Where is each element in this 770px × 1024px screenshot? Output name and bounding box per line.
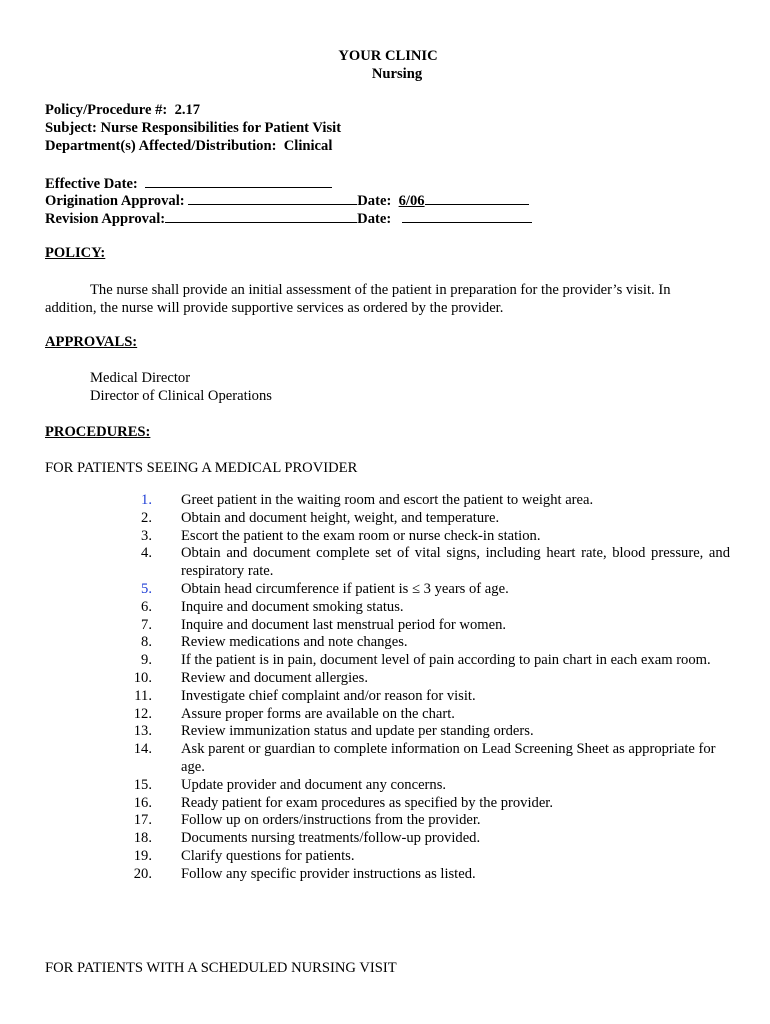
list-number: 5. [141,580,152,597]
list-item [120,777,730,795]
list-item [120,812,730,830]
list-number: 14. [133,741,152,758]
department-value: Clinical [283,138,333,154]
list-number: 1. [141,492,152,508]
revision-date-blank[interactable] [402,209,532,223]
list-text: Update provider and document any concerns. [181,776,447,793]
list-text: If the patient is in pain, document level of pain according to pain chart in each exam room. [181,652,711,669]
procedure-steps-list [120,492,730,884]
effective-date-blank[interactable] [145,174,332,188]
list-text: Obtain head circumference if patient is ≤ 3 years of age. [181,580,509,597]
revision-signature-blank[interactable] [165,209,357,223]
list-number: 2. [141,509,152,526]
revision-line [45,209,532,228]
clinic-title: YOUR CLINIC [338,48,438,64]
list-item [120,670,730,688]
origination-line [45,191,529,210]
list-number: 8. [141,634,152,651]
approval-item: Medical Director [90,370,191,386]
list-text: Escort the patient to the exam room or nurse check-in station. [181,527,541,544]
policy-number-label: Policy/Procedure #: [45,102,168,118]
list-item [120,848,730,866]
list-item [120,510,730,528]
list-text: Review and document allergies. [181,669,368,686]
list-item [120,581,730,599]
origination-date-blank[interactable] [425,191,529,205]
list-item [120,830,730,848]
revision-date-label: Date: [357,211,392,227]
effective-date-label: Effective Date: [45,176,138,192]
origination-date-label: Date: [357,193,392,209]
origination-signature-blank[interactable] [188,191,357,205]
subject-value: Nurse Responsibilities for Patient Visit [100,120,342,136]
list-item [120,723,730,741]
list-item [120,634,730,652]
list-item [120,866,730,884]
list-item [120,688,730,706]
department-title: Nursing [371,66,423,82]
list-text: Review immunization status and update per standing orders. [181,723,534,740]
list-text: Ready patient for exam procedures as specified by the provider. [181,794,554,811]
approval-item: Director of Clinical Operations [90,388,272,404]
list-number: 12. [133,705,152,722]
department-label: Department(s) Affected/Distribution: [45,138,277,154]
list-number: 11. [134,687,152,704]
revision-label: Revision Approval: [45,211,166,227]
list-number: 3. [141,527,152,544]
approvals-heading: APPROVALS: [45,334,138,350]
origination-date-value: 6/06 [398,193,425,209]
list-number: 6. [141,598,152,615]
list-item [120,652,730,670]
section-title-nursing-visit: FOR PATIENTS WITH A SCHEDULED NURSING VISIT [45,960,397,976]
list-number: 17. [133,812,152,829]
list-text: Inquire and document last menstrual period for women. [181,616,507,633]
procedures-heading: PROCEDURES: [45,424,151,440]
policy-text: The nurse shall provide an initial assessment of the patient in preparation for the provider’s visit. In addition, the nurse will provide supportive services as ordered by the provider. [45,282,671,316]
list-text: Greet patient in the waiting room and escort the patient to weight area. [181,492,594,508]
list-number: 15. [133,776,152,793]
list-number: 18. [133,830,152,847]
list-text: Follow up on orders/instructions from the provider. [181,812,481,829]
origination-label: Origination Approval: [45,193,185,209]
list-text: Obtain and document complete set of vital signs, including heart rate, blood pressure, and respiratory rate. [181,545,730,580]
list-text: Ask parent or guardian to complete information on Lead Screening Sheet as appropriate for age. [181,741,716,775]
policy-number-value: 2.17 [174,102,201,118]
list-text: Documents nursing treatments/follow-up provided. [181,830,481,847]
list-text: Review medications and note changes. [181,634,408,651]
policy-heading: POLICY: [45,245,106,261]
subject-label: Subject: [45,120,97,136]
list-item [120,545,730,581]
list-item [120,599,730,617]
policy-number-line [45,102,200,119]
list-item [120,528,730,546]
list-item [120,741,730,777]
list-text: Assure proper forms are available on the chart. [181,705,455,722]
department-line [45,138,332,155]
list-number: 7. [141,616,152,633]
list-item [120,795,730,813]
list-text: Investigate chief complaint and/or reason for visit. [181,687,476,704]
list-number: 9. [141,652,152,669]
list-number: 4. [141,545,152,562]
list-text: Clarify questions for patients. [181,847,355,864]
list-number: 13. [133,723,152,740]
subject-line [45,120,341,137]
list-text: Inquire and document smoking status. [181,598,404,615]
list-number: 16. [133,794,152,811]
list-text: Follow any specific provider instructions as listed. [181,865,476,882]
list-number: 19. [133,847,152,864]
list-text: Obtain and document height, weight, and temperature. [181,509,500,526]
list-number: 10. [133,669,152,686]
list-item [120,492,730,510]
section-title-medical-provider: FOR PATIENTS SEEING A MEDICAL PROVIDER [45,460,358,476]
list-item [120,706,730,724]
list-number: 20. [133,865,152,882]
list-item [120,617,730,635]
